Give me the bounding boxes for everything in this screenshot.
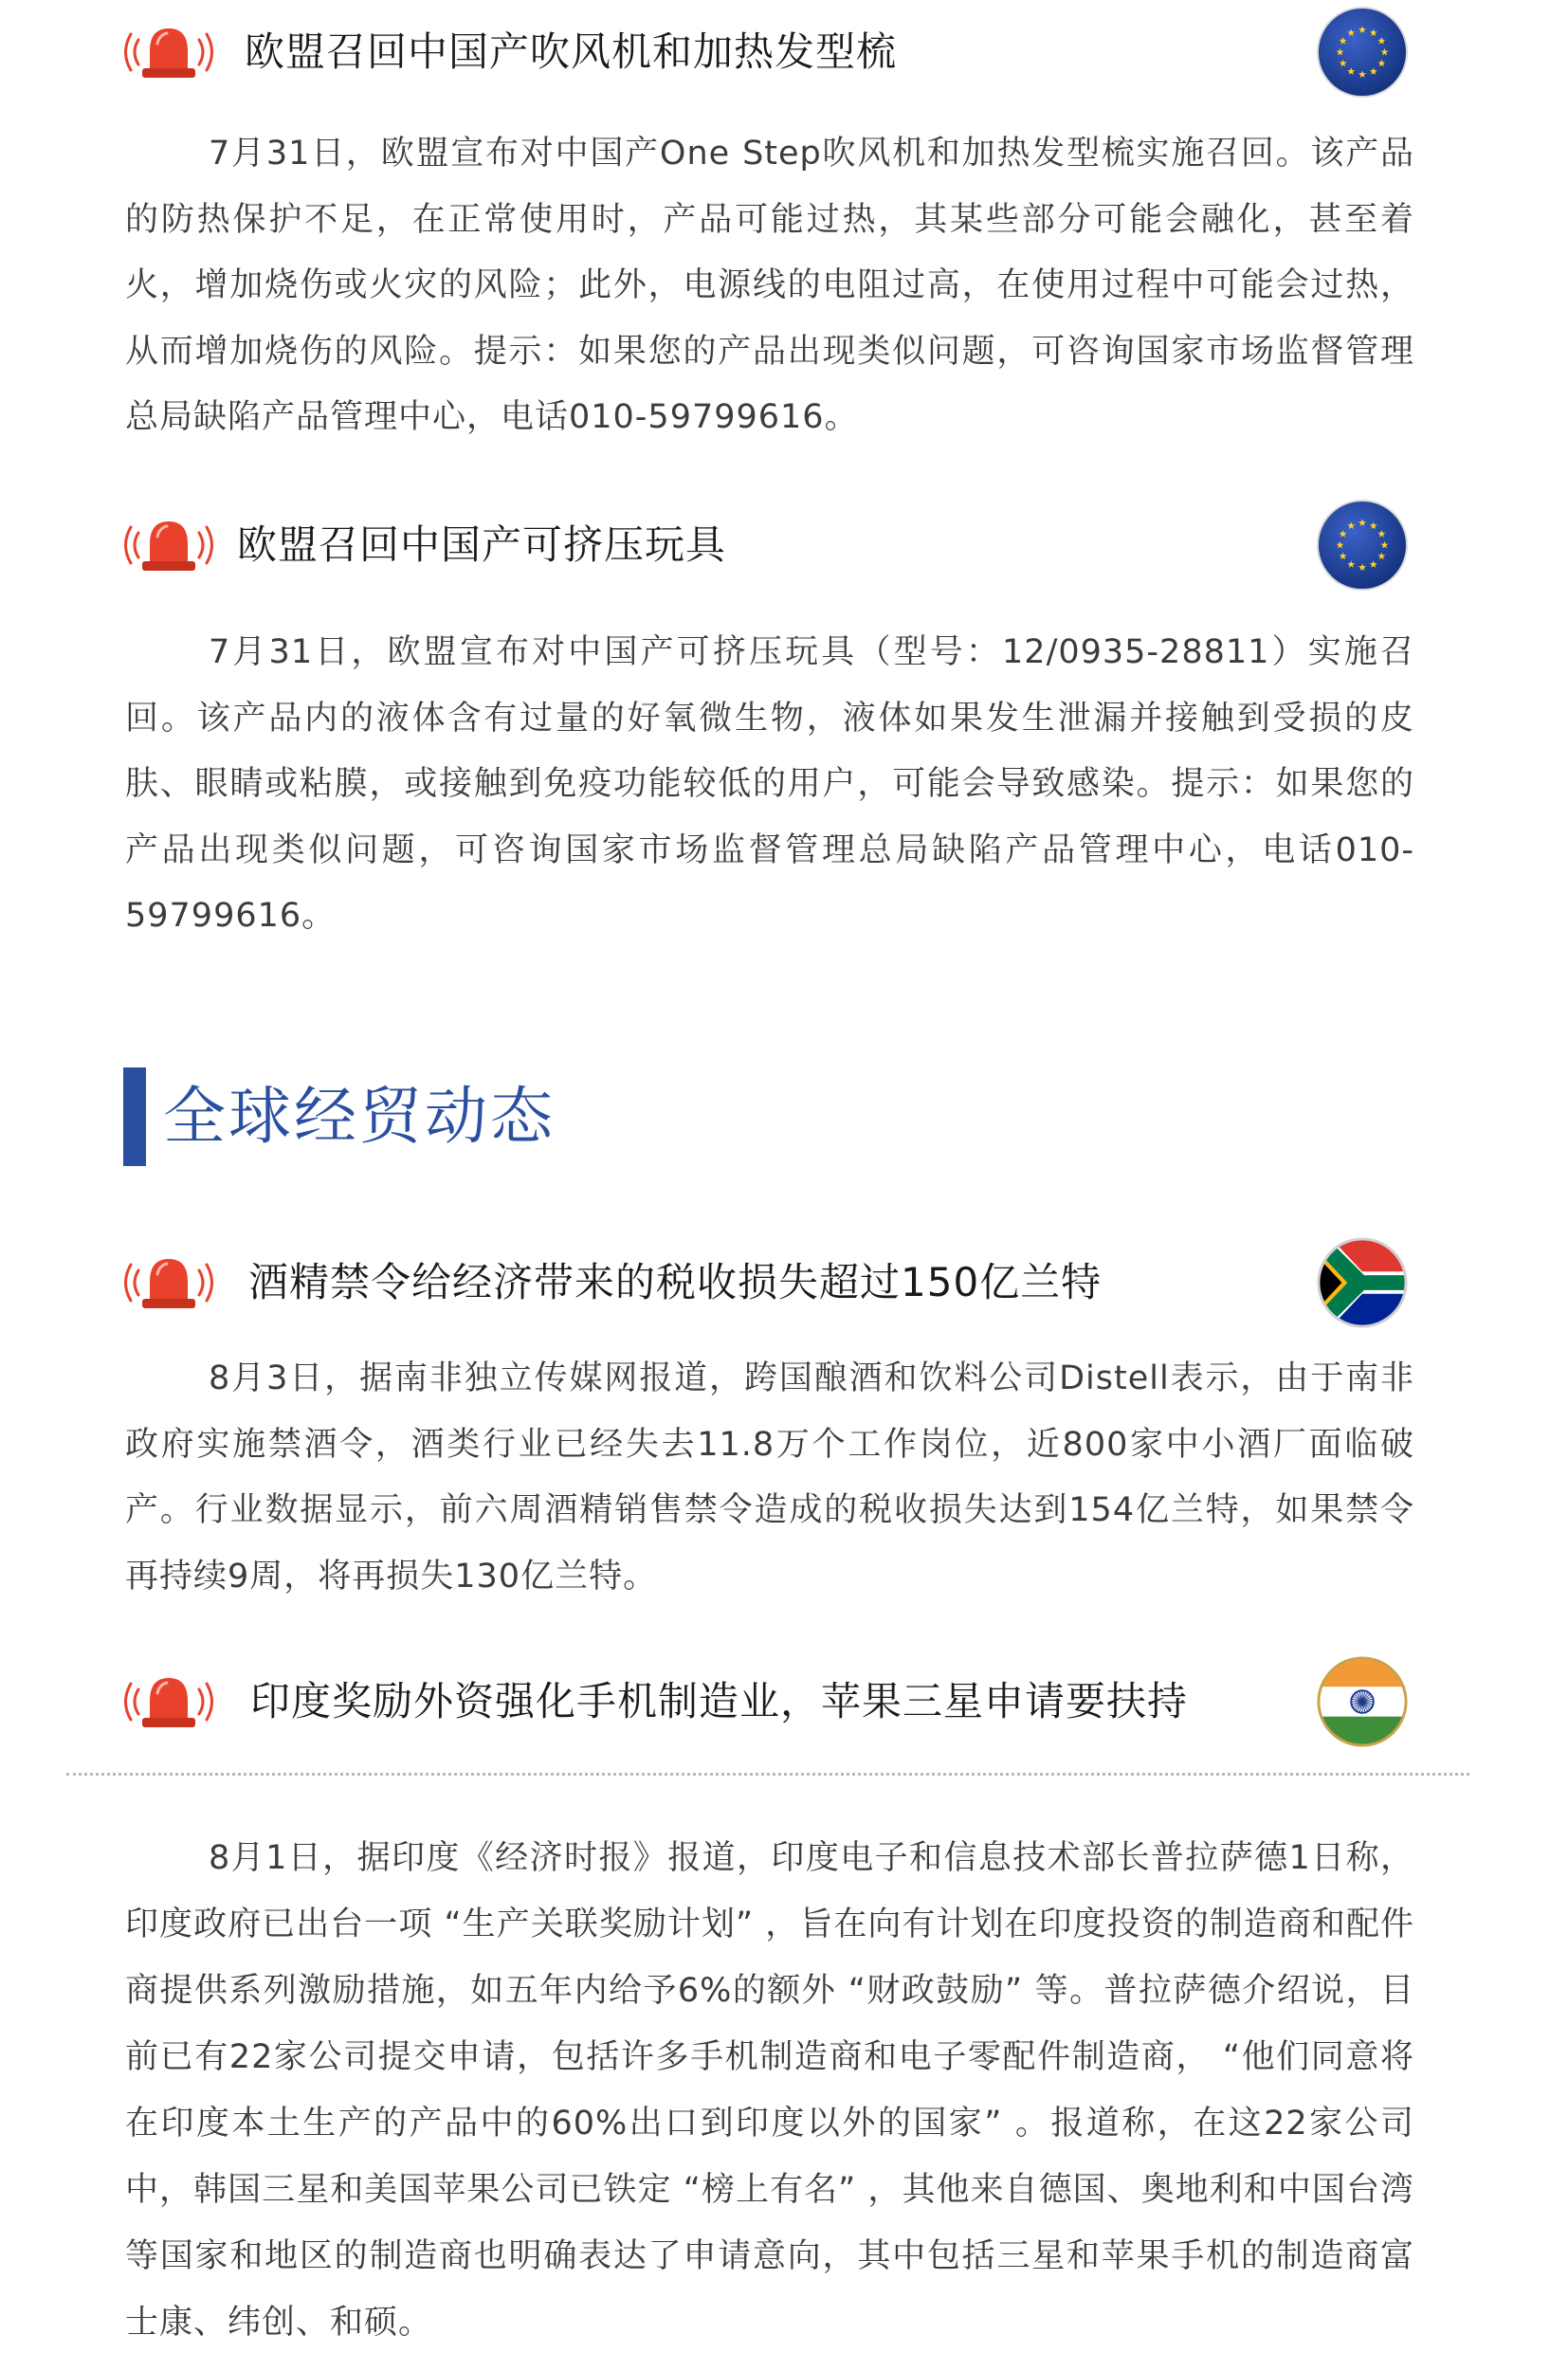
dotted-divider [66, 1773, 1469, 1776]
section-accent-bar [123, 1067, 146, 1166]
eu-flag-icon [1316, 499, 1409, 592]
alarm-bell-icon [121, 1670, 216, 1733]
article-title: 印度奖励外资强化手机制造业，苹果三星申请要扶持 [250, 1678, 1189, 1724]
eu-flag-icon [1316, 6, 1409, 99]
article-header [0, 1650, 1568, 1754]
south-africa-flag-icon [1316, 1236, 1409, 1329]
alarm-bell-icon [121, 21, 216, 83]
article-body: 7月31日，欧盟宣布对中国产One Step吹风机和加热发型梳实施召回。该产品的防热保护不足，在正常使用时，产品可能过热，其某些部分可能会融化，甚至着火，增加烧伤或火灾的风险；此外，电源线的电阻过高，在使用过程中可能会过热，从而增加烧伤的风险。提示：如果您的产品出现类似问题，可咨询国家市场监督管理总局缺陷产品管理中心，电话010-59799616。 [125, 135, 1414, 437]
india-flag-icon [1316, 1655, 1409, 1748]
article-header [0, 493, 1568, 597]
article-title: 欧盟召回中国产吹风机和加热发型梳 [245, 28, 898, 75]
article-body: 8月3日，据南非独立传媒网报道，跨国酿酒和饮料公司Distell表示，由于南非政府实施禁酒令，酒类行业已经失去11.8万个工作岗位，近800家中小酒厂面临破产。行业数据显示，前六周酒精销售禁令造成的税收损失达到154亿兰特，如果禁令再持续9周，将再损失130亿兰特。 [125, 1359, 1414, 1596]
article-title: 酒精禁令给经济带来的税收损失超过150亿兰特 [248, 1259, 1103, 1305]
section-title: 全球经贸动态 [163, 1080, 556, 1153]
alarm-bell-icon [121, 1251, 216, 1314]
section-heading [123, 1067, 1261, 1166]
alarm-bell-icon [121, 514, 216, 576]
article-title: 欧盟召回中国产可挤压玩具 [237, 521, 727, 568]
article-header [0, 0, 1568, 104]
article-header [0, 1231, 1568, 1335]
article-body: 8月1日，据印度《经济时报》报道，印度电子和信息技术部长普拉萨德1日称，印度政府已出台一项 “生产关联奖励计划” ，旨在向有计划在印度投资的制造商和配件商提供系列激励措施，如五年内给予6%的额外 “财政鼓励” 等。普拉萨德介绍说，目前已有22家公司提交申请，包括许多手机制造商和电子零配件制造商， “他们同意将在印度本土生产的产品中的60%出口到印度以外的国家” 。报道称，在这22家公司中，韩国三星和美国苹果公司已铁定 “榜上有名” ，其他来自德国、奥地利和中国台湾等国家和地区的制造商也明确表达了申请意向，其中包括三星和苹果手机的制造商富士康、纬创、和硕。 [125, 1839, 1414, 2342]
article-body: 7月31日，欧盟宣布对中国产可挤压玩具（型号：12/0935-28811）实施召回。该产品内的液体含有过量的好氧微生物，液体如果发生泄漏并接触到受损的皮肤、眼睛或粘膜，或接触到免疫功能较低的用户，可能会导致感染。提示：如果您的产品出现类似问题，可咨询国家市场监督管理总局缺陷产品管理中心，电话010-59799616。 [125, 633, 1414, 936]
